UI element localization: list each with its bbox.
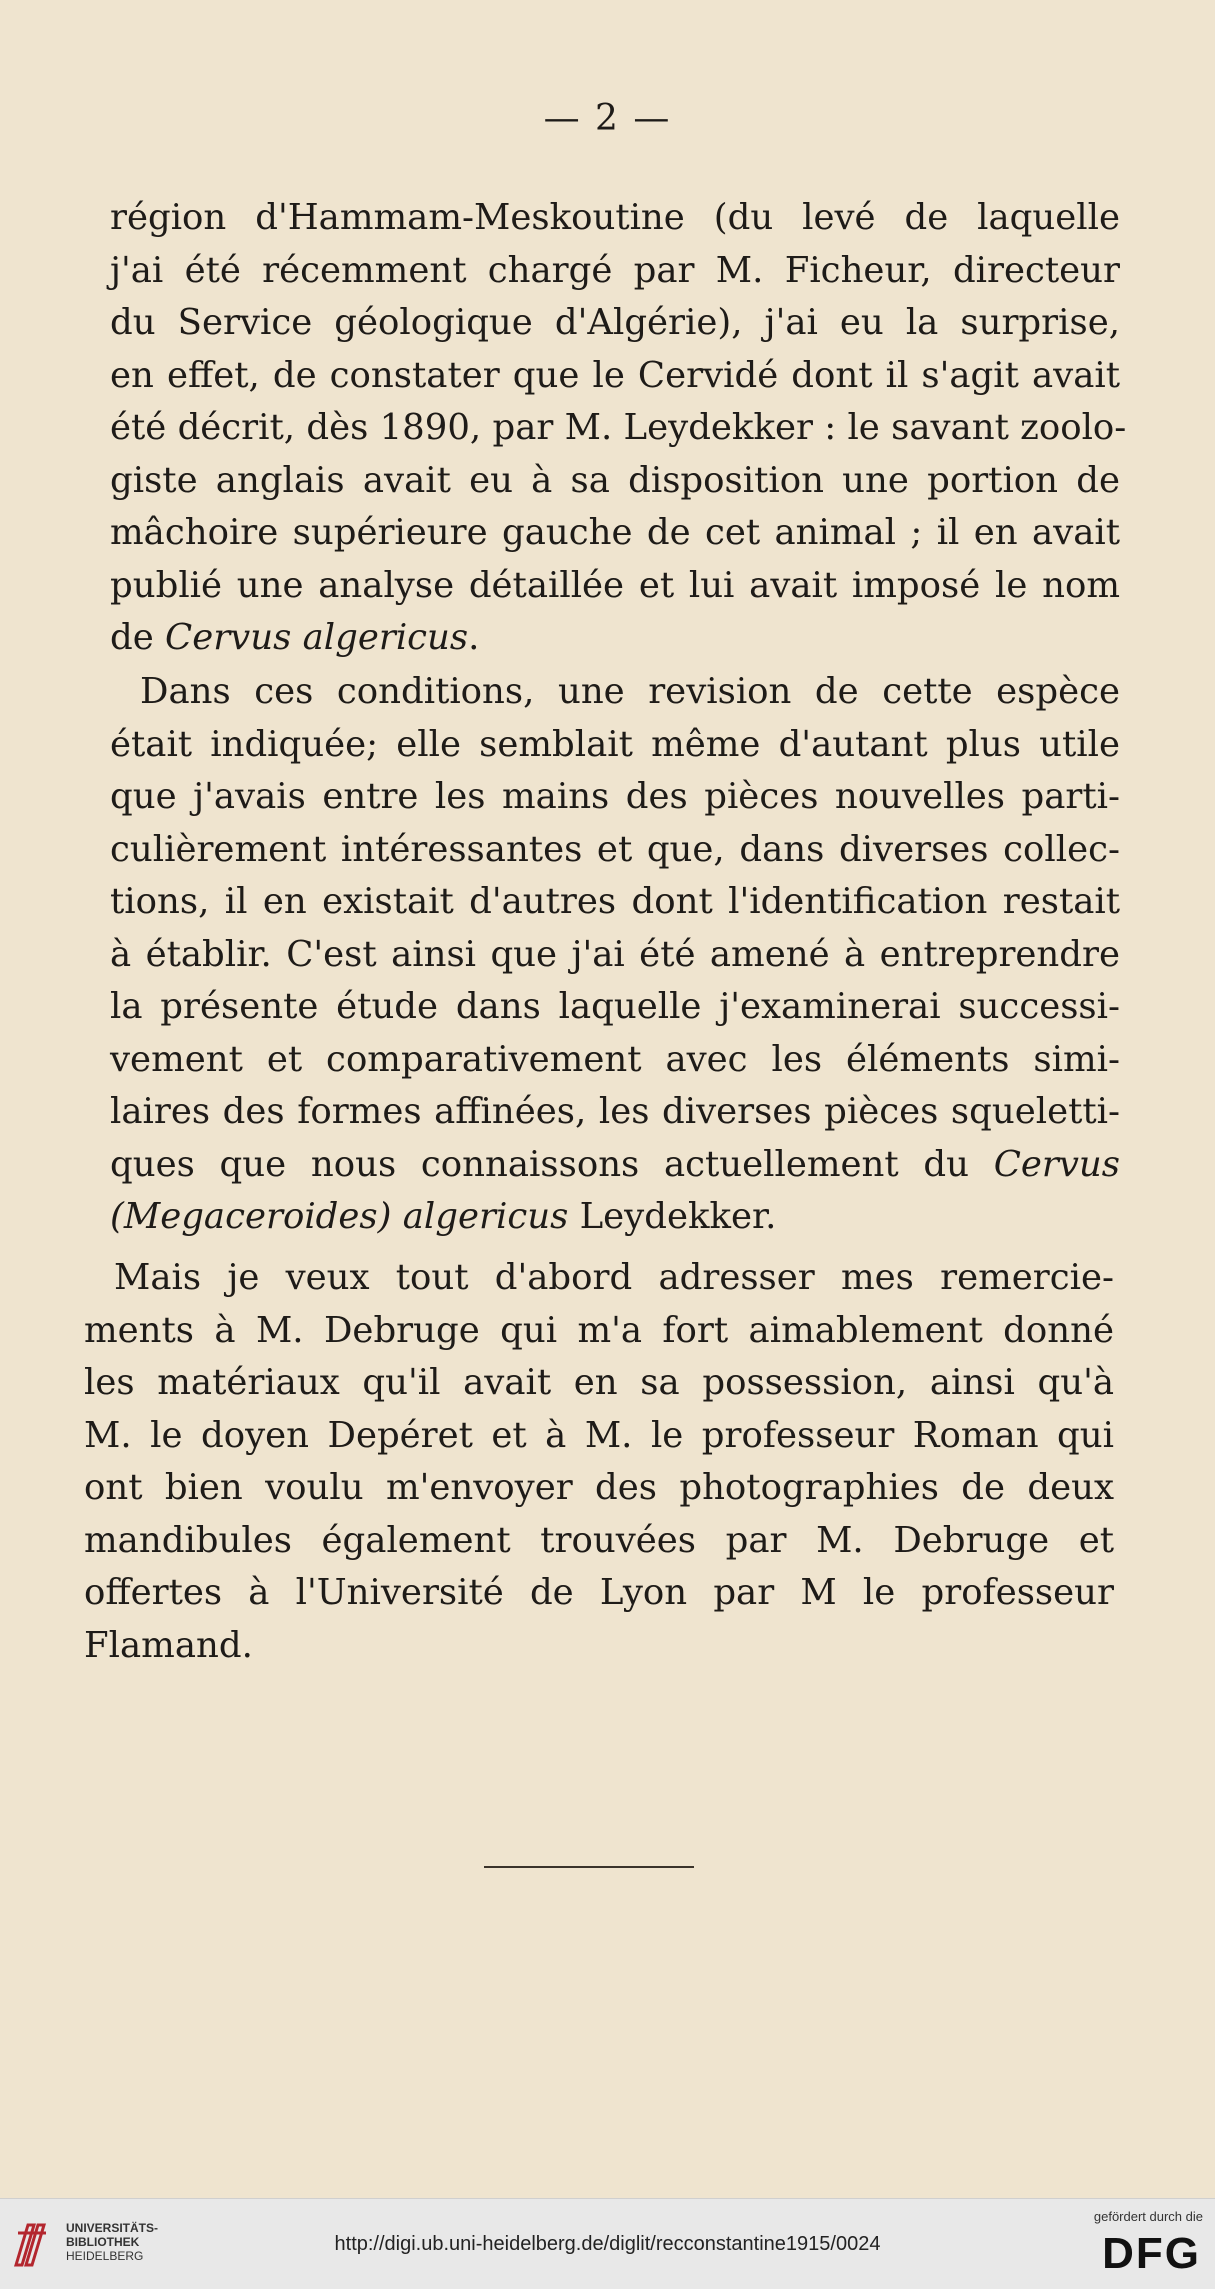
species-name: Cervus (993, 1143, 1120, 1185)
paragraph-line: était indiquée; elle semblait même d'autant plus utile (110, 723, 1120, 765)
paragraph-line: Mais je veux tout d'abord adresser mes remercie- (114, 1257, 1114, 1298)
library-name-line: UNIVERSITÄTS- (66, 2221, 159, 2235)
paragraph-line: la présente étude dans laquelle j'examinerai successi- (110, 986, 1120, 1027)
paragraph-line: culièrement intéressantes et que, dans diverses collec- (110, 828, 1120, 870)
permalink-url[interactable]: http://digi.ub.uni-heidelberg.de/diglit/recconstantine1915/0024 (334, 2233, 881, 2255)
paragraph-line: M. le doyen Depéret et à M. le professeur Roman qui (84, 1414, 1114, 1456)
paragraph-line: en effet, de constater que le Cervidé dont il s'agit avait (110, 354, 1120, 396)
text-run: Leydekker. (568, 1196, 777, 1237)
page-number: — 2 — (543, 98, 672, 139)
text-run: ques que nous connaissons actuellement du (110, 1143, 994, 1185)
paragraph-line: été décrit, dès 1890, par M. Leydekker : le savant zoolo- (110, 407, 1127, 448)
text-run: de (110, 617, 166, 658)
library-name-line: BIBLIOTHEK (66, 2235, 140, 2249)
paragraph-line: tions, il en existait d'autres dont l'identification restait (110, 881, 1120, 922)
paragraph-line: Flamand. (84, 1624, 253, 1666)
paragraph-line (110, 1139, 1120, 1192)
paragraph-line (110, 1191, 1120, 1244)
paragraph-line: j'ai été récemment chargé par M. Ficheur, directeur (110, 249, 1120, 291)
paragraph-line: région d'Hammam-Meskoutine (du levé de laquelle (110, 197, 1120, 238)
viewer-footer (0, 2198, 1215, 2289)
paragraph-line: mandibules également trouvées par M. Debruge et (84, 1519, 1114, 1561)
library-name-line: HEIDELBERG (66, 2249, 144, 2263)
paragraph-3 (84, 1252, 1114, 1672)
paragraph-line (110, 612, 1120, 665)
paragraph-line: publié une analyse détaillée et lui avait imposé le nom (110, 564, 1120, 606)
species-name: (Megaceroides) algericus (110, 1196, 569, 1237)
paragraph-line: laires des formes affinées, les diverses pièces squeletti- (110, 1091, 1120, 1132)
paragraph-line: mâchoire supérieure gauche de cet animal ; il en avait (110, 512, 1120, 553)
paragraph-line: Dans ces conditions, une revision de cette espèce (140, 671, 1120, 712)
paragraph-line: du Service géologique d'Algérie), j'ai eu la surprise, (110, 302, 1120, 343)
dfg-logo[interactable]: DFG (1102, 2229, 1201, 2278)
paragraph-line: vement et comparativement avec les éléments simi- (110, 1038, 1120, 1080)
paragraph-line: ont bien voulu m'envoyer des photographies de deux (84, 1467, 1114, 1508)
species-name: Cervus algericus (165, 617, 469, 658)
funding-caption: gefördert durch die (1093, 2209, 1203, 2224)
paragraph-line: offertes à l'Université de Lyon par M le professeur (84, 1572, 1114, 1613)
paragraph-2 (110, 666, 1120, 1244)
paragraph-line: giste anglais avait eu à sa disposition une portion de (110, 459, 1120, 501)
text-run: . (468, 617, 480, 658)
paragraph-line: ments à M. Debruge qui m'a fort aimablement donné (84, 1309, 1114, 1351)
paragraph-line: que j'avais entre les mains des pièces nouvelles parti- (110, 776, 1120, 817)
paragraph-line: les matériaux qu'il avait en sa possession, ainsi qu'à (84, 1362, 1114, 1403)
paragraph-1 (110, 192, 1127, 665)
paragraph-line: à établir. C'est ainsi que j'ai été amené à entreprendre (110, 933, 1120, 975)
section-divider (484, 1866, 694, 1868)
